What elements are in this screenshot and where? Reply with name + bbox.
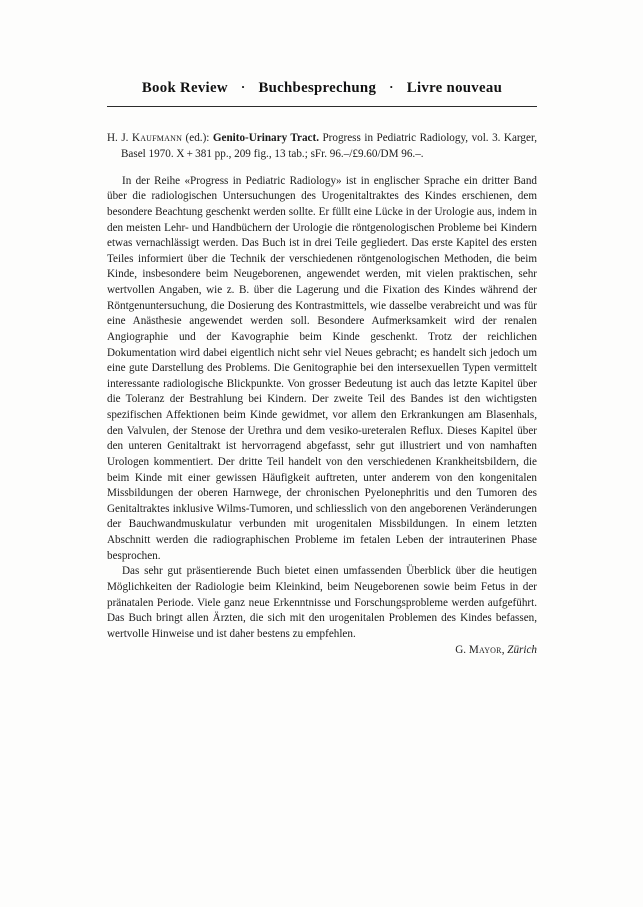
review-paragraph-2: Das sehr gut präsentierende Buch bietet einen umfassenden Überblick über die heutigen Möglichkeiten der Radiologie beim Kleinkind, beim Neugeborenen sowie beim Fetus in der pränatalen Periode. Viele ganz neue Erkenntnisse und Forschungsprobleme werden aufgeführt. Das Buch bringt allen Ärzten, die sich mit den urogenitalen Problemen des Kindes befassen, wertvolle Hinweise und ist daher bestens zu empfehlen. [107,565,537,640]
header-title-german: Buchbesprechung [258,80,377,96]
reviewer-signature [107,643,537,659]
citation-series-details: Progress in Pediatric Radiology, vol. 3. Karger, Basel 1970. X + 381 pp., 209 fig., 13 tab.; sFr. 96.–/£9.60/DM 96.–. [121,132,537,160]
citation-book-title: Genito-Urinary Tract. [212,132,319,145]
citation-editor-note: (ed.): [182,132,213,145]
citation-author-surname: Kaufmann [131,132,183,145]
header-divider-rule [107,106,537,107]
header-title-english: Book Review [141,80,228,96]
review-paragraph-1: In der Reihe «Progress in Pediatric Radiology» ist in englischer Sprache ein dritter Band über die radiologischen Untersuchungen des Urogenitaltraktes des Kindes erschienen, dem besondere Beachtung geschenkt werden sollte. Er füllt eine Lücke in der Urologie aus, indem in den meisten Lehr- und Handbüchern der Urologie die röntgenologischen Probleme bei Kindern etwas vernachlässigt werden. Das Buch ist in drei Teile gegliedert. Das erste Kapitel des ersten Teiles informiert über die Technik der verschiedenen röntgenologischen Methoden, die beim Kinde, insbesondere beim Neugeborenen, angewendet werden, mit vielen praktischen, sehr wertvollen Angaben, wie z. B. über die Lagerung und die Fixation des Kindes während der Röntgenuntersuchung, die Dosierung des Kontrastmittels, wie dasselbe verabreicht und was für eine Anästhesie angewendet werden soll. Besondere Aufmerksamkeit wird der renalen Angiographie und der Kavographie beim Kinde geschenkt. Trotz der reichlichen Dokumentation wird dabei eigentlich nicht sehr viel Neues gebracht; es handelt sich jedoch um eine gute Darstellung des Problems. Die Genitographie bei den intersexuellen Typen vermittelt interessante radiologische Blickpunkte. Von grosser Bedeutung ist auch das letzte Kapitel über die Toleranz der Bestrahlung bei Kindern. Der zweite Teil des Bandes ist den wichtigsten spezifischen Affektionen beim Kinde gewidmet, vor allem den Erkrankungen am Blasenhals, den Valvulen, der Stenose der Urethra und dem vesiko-ureteralen Reflux. Dieses Kapitel über den unteren Genitaltrakt ist hervorragend abgefasst, sehr gut illustriert und von namhaften Urologen kommentiert. Der dritte Teil handelt von den verschiedenen Krankheitsbildern, die beim Kinde mit einer gewissen Häufigkeit auftreten, unter anderem von den kongenitalen Missbildungen der oberen Harnwege, der chronischen Pyelonephritis und den Tumoren des Genitaltraktes inklusive Wilms-Tumoren, und schliesslich von den angeborenen Veränderungen der Bauchwandmuskulatur verbunden mit urogenitalen Missbildungen. In einem letzten Abschnitt werden die radiographischen Probleme im fetalen Leben der intrauterinen Phase besprochen. [107,174,537,562]
header-title-french: Livre nouveau [406,80,503,96]
header-separator-dot: · [240,79,246,94]
reviewer-surname: Mayor [468,644,502,657]
page-content [107,80,537,670]
signature-comma: , [501,644,508,657]
reviewer-city: Zürich [507,644,537,657]
header-separator-dot: · [389,79,394,94]
citation-author-initials: H. J. [107,132,132,145]
reviewer-initial: G. [455,644,469,657]
book-review-header [107,80,537,99]
bibliographic-citation [107,131,537,162]
